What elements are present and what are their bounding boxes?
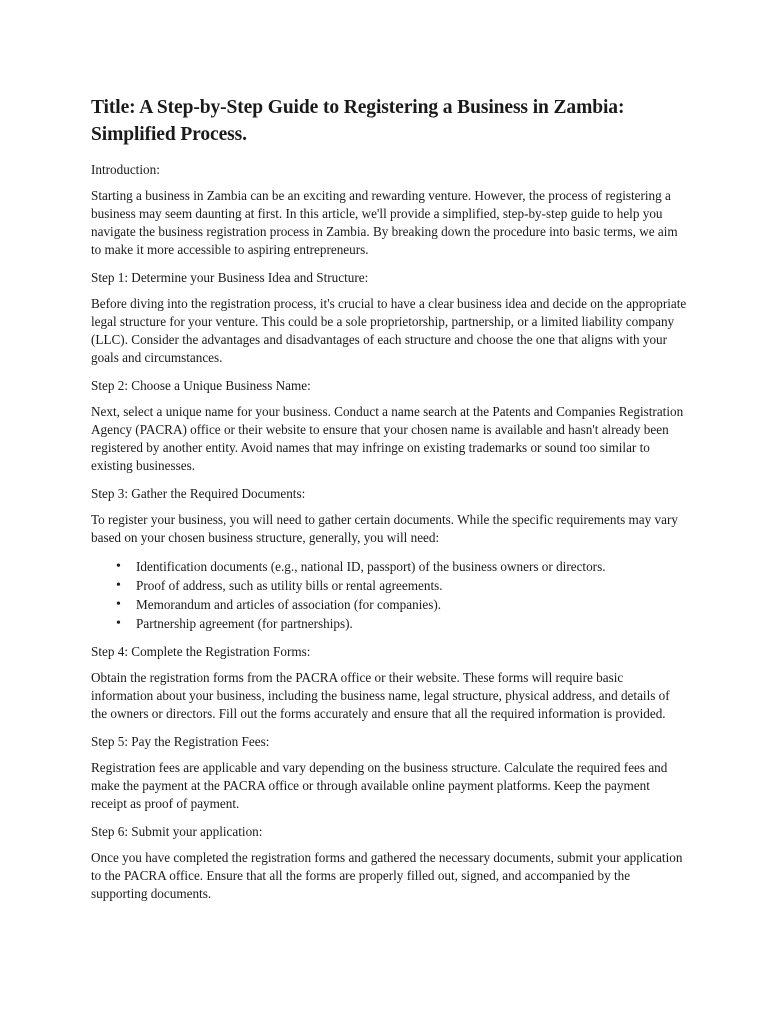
list-item-text: Partnership agreement (for partnerships). bbox=[136, 616, 353, 631]
list-item-text: Proof of address, such as utility bills or rental agreements. bbox=[136, 578, 443, 593]
step-1-heading: Step 1: Determine your Business Idea and Structure: bbox=[91, 270, 369, 285]
document-page bbox=[91, 94, 687, 913]
bullet-icon: • bbox=[116, 597, 121, 612]
bullet-icon: • bbox=[116, 616, 121, 631]
step-6-heading: Step 6: Submit your application: bbox=[91, 824, 263, 839]
list-item bbox=[91, 595, 687, 614]
step-2-paragraph: Next, select a unique name for your business. Conduct a name search at the Patents and Companies Registration Agency (PACRA) office or their website to ensure that your chosen name is available and hasn't already been registered by another entity. Avoid names that may infringe on existing trademarks or sound too similar to existing businesses. bbox=[91, 404, 684, 473]
step-5-paragraph: Registration fees are applicable and vary depending on the business structure. Calculate the required fees and make the payment at the PACRA office or through available online payment platforms. Keep the payment receipt as proof of payment. bbox=[91, 760, 668, 811]
list-item-text: Memorandum and articles of association (for companies). bbox=[136, 597, 442, 612]
step-4-paragraph: Obtain the registration forms from the PACRA office or their website. These forms will require basic information about your business, including the business name, legal structure, physical address, and details of the owners or directors. Fill out the forms accurately and ensure that all the required information is provided. bbox=[91, 670, 670, 721]
required-documents-list bbox=[91, 557, 687, 633]
introduction-heading: Introduction: bbox=[91, 162, 160, 177]
list-item bbox=[91, 614, 687, 633]
step-3-paragraph: To register your business, you will need to gather certain documents. While the specific requirements may vary based on your chosen business structure, generally, you will need: bbox=[91, 512, 678, 545]
document-title: Title: A Step-by-Step Guide to Registering a Business in Zambia: Simplified Process. bbox=[91, 97, 625, 145]
list-item-text: Identification documents (e.g., national ID, passport) of the business owners or directors. bbox=[136, 559, 606, 574]
list-item bbox=[91, 576, 687, 595]
step-5-heading: Step 5: Pay the Registration Fees: bbox=[91, 734, 270, 749]
bullet-icon: • bbox=[116, 578, 121, 593]
step-6-paragraph: Once you have completed the registration forms and gathered the necessary documents, submit your application to the PACRA office. Ensure that all the forms are properly filled out, signed, and accompanied by the supporting documents. bbox=[91, 850, 683, 901]
introduction-paragraph: Starting a business in Zambia can be an exciting and rewarding venture. However, the process of registering a business may seem daunting at first. In this article, we'll provide a simplified, step-by-step guide to help you navigate the business registration process in Zambia. By breaking down the procedure into basic terms, we aim to make it more accessible to aspiring entrepreneurs. bbox=[91, 188, 678, 257]
step-1-paragraph: Before diving into the registration process, it's crucial to have a clear business idea and decide on the appropriate legal structure for your venture. This could be a sole proprietorship, partnership, or a limited liability company (LLC). Consider the advantages and disadvantages of each structure and choose the one that aligns with your goals and circumstances. bbox=[91, 296, 687, 365]
step-2-heading: Step 2: Choose a Unique Business Name: bbox=[91, 378, 311, 393]
bullet-icon: • bbox=[116, 559, 121, 574]
step-3-heading: Step 3: Gather the Required Documents: bbox=[91, 486, 306, 501]
list-item bbox=[91, 557, 687, 576]
step-4-heading: Step 4: Complete the Registration Forms: bbox=[91, 644, 311, 659]
